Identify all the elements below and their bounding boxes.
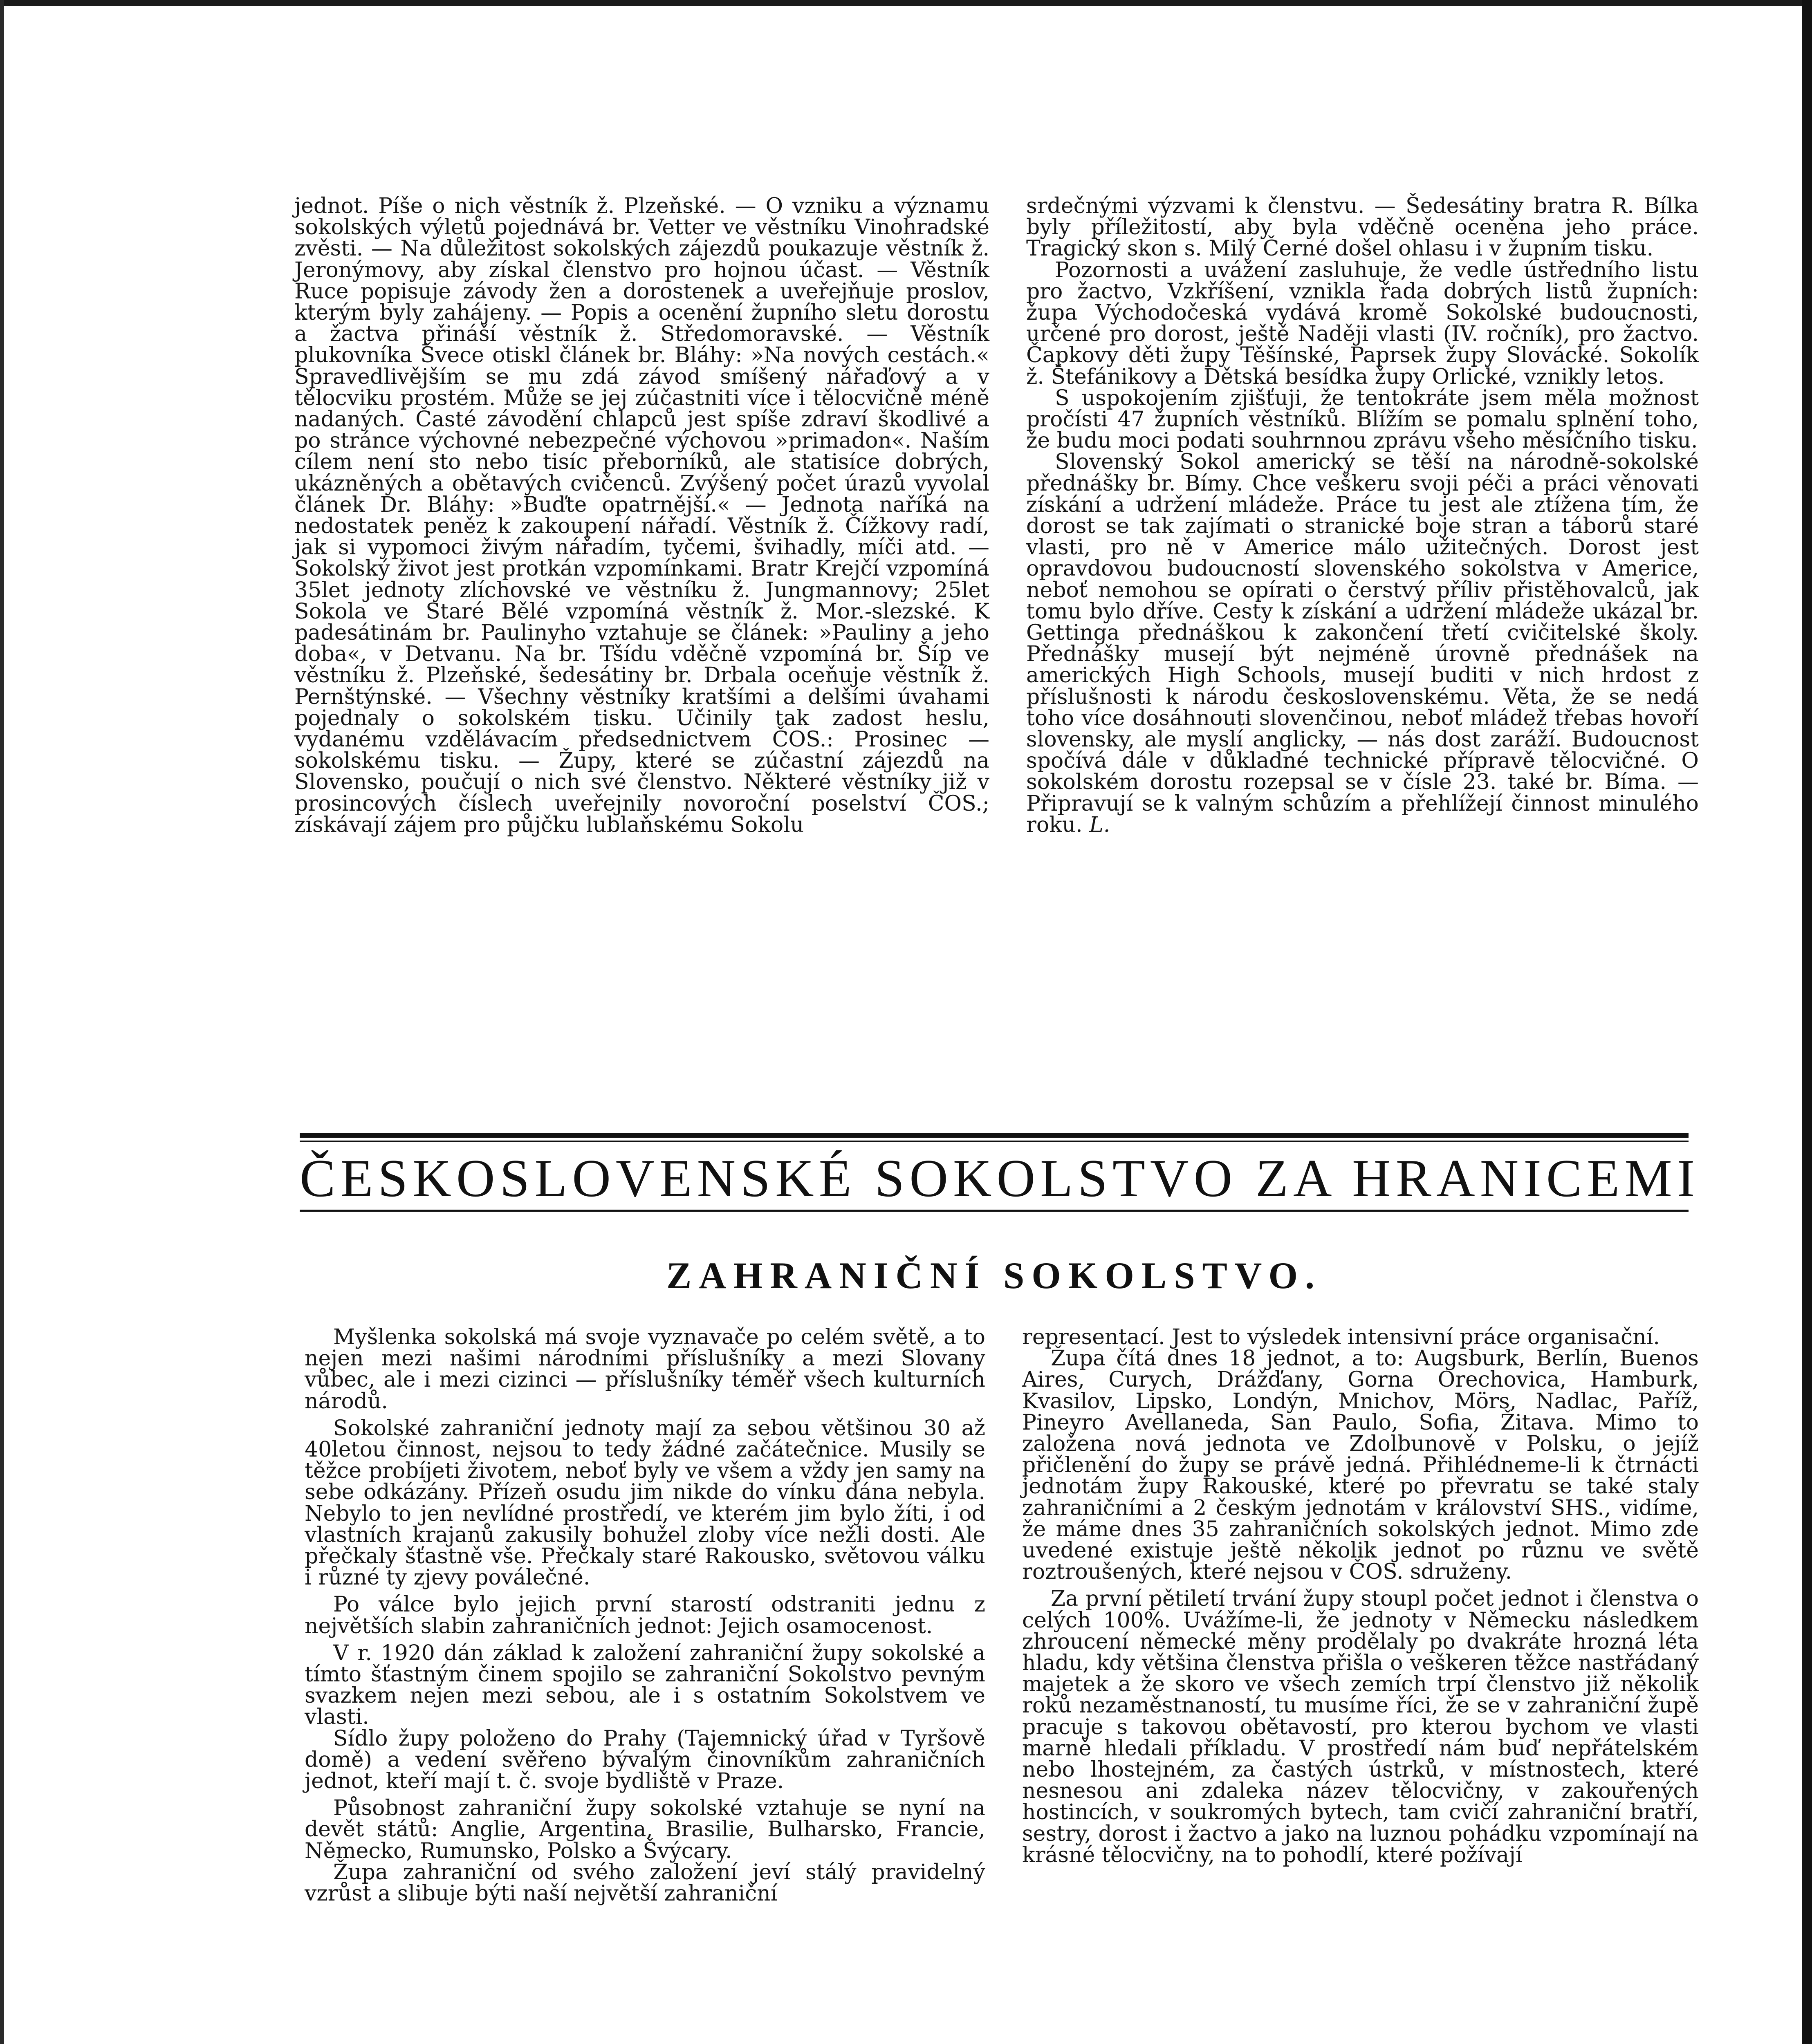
paragraph: Pozornosti a uvážení zasluhuje, že vedle ústředního listu pro žactvo, Vzkříšení, vznikla řada dobrých listů župních: župa Východočeská vydává kromě Sokolské budoucnosti, určené pro dorost, ještě Naději vlasti (IV. ročník), pro žactvo. Čapkovy děti župy Těšínské, Paprsek župy Slovácké. Sokolík ž. Štefánikovy a Dětská besídka župy Orlické, vznikly letos. (1026, 258, 1699, 389)
section-title: ČESKOSLOVENSKÉ SOKOLSTVO ZA HRANICEMI (300, 1149, 1700, 1208)
paragraph: Myšlenka sokolská má svoje vyznavače po celém světě, a to nejen mezi našimi národními příslušníky a mezi Slovany vůbec, ale i mezi cizinci — příslušníky téměř všech kulturních národů. (305, 1325, 985, 1414)
top-article-left-column (294, 195, 989, 1070)
paragraph (1026, 451, 1699, 836)
paragraph-text: Slovenský Sokol americký se těší na národně-sokolské přednášky br. Bímy. Chce veškeru svoji péči a práci věnovati získání a udržení mládeže. Práce tu jest ale ztížena tím, že dorost se tak zajímati o stranické boje stran a táborů staré vlasti, pro ně v Americe málo užitečných. Dorost jest opravdovou budoucností slovenského sokolstva v Americe, neboť nemohou se opírati o čerstvý příliv přistěhovalců, jak tomu bylo dříve. Cesty k získání a udržení mládeže ukázal br. Gettinga přednáškou k zakončení třetí cvičitelské školy. Přednášky musejí být nejméně úrovně přednášek na amerických High Schools, musejí buditi v nich hrdost z příslušnosti k národu československému. Věta, že se nedá toho více dosáhnouti slovenčinou, neboť mládež třebas hovoří slovensky, ale myslí anglicky, — nás dost zaráží. Budoucnost spočívá dále v důkladné technické přípravě tělocvičné. O sokolském dorostu rozepsal se v čísle 23. také br. Bíma. — Připravují se k valným schůzím a přehlížejí činnost minulého roku. (1026, 450, 1699, 837)
scan-edge-right (1802, 0, 1812, 2044)
paragraph: jednot. Píše o nich věstník ž. Plzeňské. — O vzniku a významu sokolských výletů pojednává br. Vetter ve věstníku Vinohradské zvěsti. — Na důležitost sokolských zájezdů poukazuje věstník ž. Jeronýmovy, aby získal členstvo pro hojnou účast. — Věstník Ruce popisuje závody žen a dorostenek a uveřejňuje proslov, kterým byly zahájeny. — Popis a ocenění župního sletu dorostu a žactva přináší věstník ž. Středomoravské. — Věstník plukovníka Švece otiskl článek br. Bláhy: »Na nových cestách.« Spravedlivějším se mu zdá závod smíšený nářaďový a v tělocviku prostém. Může se jej zúčastniti více i tělocvičně méně nadaných. Časté závodění chlapců jest spíše zdraví škodlivé a po stránce výchovné nebezpečné výchovou »primadon«. Naším cílem není sto nebo tisíc přeborníků, ale statisíce dobrých, ukázněných a obětavých cvičenců. Zvýšený počet úrazů vyvolal článek Dr. Bláhy: »Buďte opatrnější.« — Jednota naříká na nedostatek peněz k zakoupení nářadí. Věstník ž. Čížkovy radí, jak si vypomoci živým nářadím, tyčemi, švihadly, míči atd. — Sokolský život jest protkán vzpomínkami. Bratr Krejčí vzpomíná 35let jednoty zlíchovské ve věstníku ž. Jungmannovy; 25let Sokola ve Staré Bělé vzpomíná věstník ž. Mor.-slezské. K padesátinám br. Paulinyho vztahuje se článek: »Pauliny a jeho doba«, v Detvanu. Na br. Tšídu vděčně vzpomíná br. Šíp ve věstníku ž. Plzeňské, šedesátiny br. Drbala oceňuje věstník ž. Pernštýnské. — Všechny věstníky kratšími a delšími úvahami pojednaly o sokolském tisku. Učinily tak zadost heslu, vydanému vzdělávacím předsednictvem ČOS.: Prosinec — sokolskému tisku. — Župy, které se zúčastní zájezdů na Slovensko, poučují o nich své členstvo. Některé věstníky již v prosincových číslech uveřejnily novoroční poselství ČOS.; získávají zájem pro půjčku lublaňskému Sokolu (294, 194, 989, 837)
bottom-article-left-column (305, 1327, 985, 2044)
article-title: ZAHRANIČNÍ SOKOLSTVO. (666, 1255, 1322, 1296)
scan-edge-left (0, 0, 4, 2044)
top-article-right-column (1026, 195, 1699, 1070)
section-rule-thin (300, 1141, 1689, 1142)
paragraph: S uspokojením zjišťuji, že tentokráte jsem měla možnost pročísti 47 župních věstníků. Blížím se pomalu splnění toho, že budu moci podati souhrnnou zprávu všeho měsíčního tisku. (1026, 385, 1699, 453)
paragraph: Sokolské zahraniční jednoty mají za sebou většinou 30 až 40letou činnost, nejsou to tedy žádné začátečnice. Musily se těžce probíjeti životem, neboť byly ve všem a vždy jen samy na sebe odkázány. Přízeň osudu jim nikde do vínku dána nebyla. Nebylo to jen nevlídné prostředí, ve kterém jim bylo žíti, i od vlastních krajanů zakusily bohužel zloby více nežli dosti. Ale přečkaly šťastně vše. Přečkaly staré Rakousko, světovou válku i různé ty zjevy poválečné. (305, 1416, 985, 1590)
author-signature: L. (1089, 812, 1110, 837)
section-rule-thick (300, 1133, 1689, 1138)
paragraph: Po válce bylo jejich první starostí odstraniti jednu z největších slabin zahraničních jednot: Jejich osamocenost. (305, 1592, 985, 1638)
paragraph: V r. 1920 dán základ k založení zahraniční župy sokolské a tímto šťastným činem spojilo se zahraniční Sokolstvo pevným svazkem nejen mezi sebou, ale i s ostatním Sokolstvem ve vlasti. (305, 1641, 985, 1730)
scan-edge-top (0, 0, 1812, 6)
paragraph: Župa čítá dnes 18 jednot, a to: Augsburk, Berlín, Buenos Aires, Curych, Drážďany, Gorna Orechovica, Hamburk, Kvasilov, Lipsko, Londýn, Mnichov, Mörs, Nadlac, Paříž, Pineyro Avellaneda, San Paulo, Sofia, Žitava. Mimo to založena nová jednota ve Zdolbunově v Polsku, o jejíž přičlenění do župy se právě jedná. Přihlédneme-li k čtrnácti jednotám župy Rakouské, které po převratu se také staly zahraničními a 2 českým jednotám v království SHS., vidíme, že máme dnes 35 zahraničních sokolských jednot. Mimo zde uvedené existuje ještě několik jednot po různu ve světě roztroušených, které nejsou v ČOS. sdruženy. (1022, 1346, 1699, 1585)
paragraph: Za první pětiletí trvání župy stoupl počet jednot i členstva o celých 100%. Uvážíme-li, že jednoty v Německu následkem zhroucení německé měny prodělaly po dvakráte hrozná léta hladu, kdy většina členstva přišla o veškeren těžce nastřádaný majetek a že skoro ve všech zemích trpí členstvo již několik roků nezaměstnaností, tu musíme říci, že se v zahraniční župě pracuje s takovou obětavostí, pro kterou bychom ve vlasti marně hledali příkladu. V prostředí nám buď nepřátelském nebo lhostejném, za častých ústrků, v místnostech, které nesnesou ani zdaleka název tělocvičny, v zakouřených hostincích, v soukromých bytech, tam cvičí zahraniční bratří, sestry, dorost i žactvo a jako na luznou pohádku vzpomínají na krásné tělocvičny, na to pohodlí, které požívají (1022, 1587, 1699, 1867)
paragraph: Župa zahraniční od svého založení jeví stálý pravidelný vzrůst a slibuje býti naší největší zahraniční (305, 1860, 985, 1906)
paragraph: srdečnými výzvami k členstvu. — Šedesátiny bratra R. Bílka byly příležitostí, aby byla vděčně oceněna jeho práce. Tragický skon s. Milý Černé došel ohlasu i v župním tisku. (1026, 194, 1699, 261)
paragraph: representací. Jest to výsledek intensivní práce organisační. (1022, 1325, 1660, 1349)
paragraph: Působnost zahraniční župy sokolské vztahuje se nyní na devět států: Anglie, Argentina, Brasilie, Bulharsko, Francie, Německo, Rumunsko, Polsko a Švýcary. (305, 1796, 985, 1863)
bottom-article-right-column (1022, 1327, 1699, 2044)
paragraph: Sídlo župy položeno do Prahy (Tajemnický úřad v Tyršově domě) a vedení svěřeno bývalým činovníkům zahraničních jednot, kteří mají t. č. svoje bydliště v Praze. (305, 1726, 985, 1794)
section-title-underline (300, 1210, 1689, 1212)
